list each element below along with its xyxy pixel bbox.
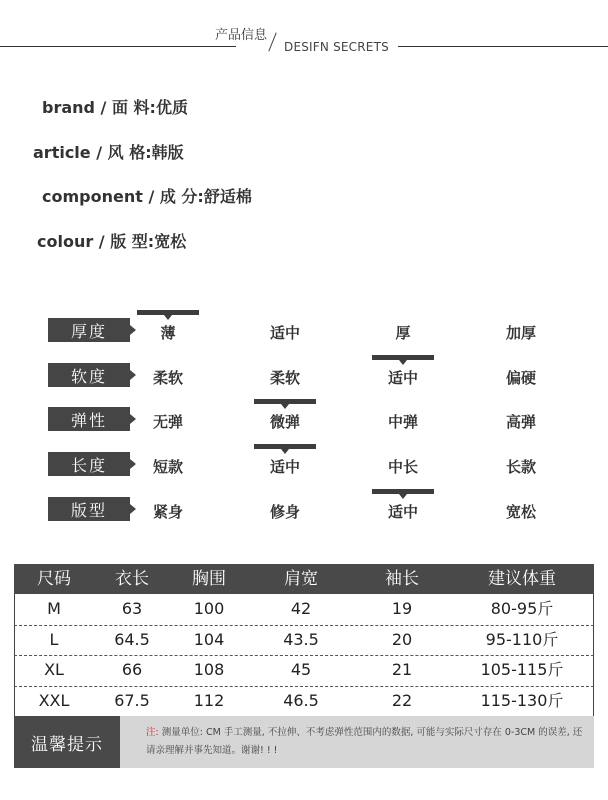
col-header-chest: 胸围: [192, 569, 226, 589]
header-slash: [268, 33, 276, 52]
table-cell: XL: [44, 660, 64, 679]
attr-label: 软度: [48, 363, 130, 387]
table-cell: 20: [391, 630, 413, 649]
table-cell: 105-115斤: [480, 660, 564, 679]
tips-box: [120, 716, 594, 768]
header-rule-left: [0, 46, 236, 47]
table-cell: 67.5: [114, 691, 150, 710]
attr-option: 长款: [505, 458, 536, 476]
header-title-en: DESIFN SECRETS: [284, 40, 389, 54]
attr-label: 版型: [48, 497, 130, 521]
table-cell: L: [49, 630, 59, 649]
info-value: 宽松: [154, 232, 187, 251]
col-header-size: 尺码: [37, 569, 71, 589]
attr-option: 加厚: [505, 324, 536, 342]
tips-note-prefix: 注:: [146, 727, 159, 738]
table-cell: 43.5: [283, 630, 319, 649]
table-cell: 63: [121, 599, 143, 618]
attr-option: 短款: [152, 458, 183, 476]
selected-marker-arrow-icon: [164, 315, 172, 320]
col-header-shoulder: 肩宽: [284, 569, 318, 589]
attr-option: 中弹: [387, 413, 418, 431]
attr-label: 厚度: [48, 318, 130, 342]
table-cell: M: [47, 599, 61, 618]
attr-option: 适中: [387, 369, 418, 387]
info-label: component / 成 分:: [42, 187, 204, 206]
attr-label: 长度: [48, 452, 130, 476]
attr-option: 适中: [269, 458, 300, 476]
selected-marker-arrow-icon: [399, 360, 407, 365]
attr-option: 厚: [395, 324, 411, 342]
table-cell: 64.5: [114, 630, 150, 649]
tips-body: 测量单位: CM 手工测量, 不拉伸、不考虑弹性范围内的数据, 可能与实际尺寸存在 0-3CM 的误差, 还请亲理解并事先知道。谢谢! ! !: [146, 727, 583, 756]
table-cell: 108: [193, 660, 225, 679]
table-cell: 21: [391, 660, 413, 679]
info-label: colour / 版 型:: [37, 232, 155, 251]
attr-option: 宽松: [505, 503, 536, 521]
selected-marker-arrow-icon: [281, 404, 289, 409]
selected-marker-arrow-icon: [399, 494, 407, 499]
tips-label: 温馨提示: [14, 716, 120, 768]
info-brand: [42, 95, 188, 118]
table-cell: XXL: [38, 691, 70, 710]
info-value: 优质: [155, 98, 188, 117]
table-cell: 66: [121, 660, 143, 679]
header-title-cn: 产品信息: [215, 28, 268, 43]
attr-option: 中长: [387, 458, 418, 476]
attr-option: 高弹: [505, 413, 536, 431]
table-cell: 45: [290, 660, 312, 679]
info-label: article / 风 格:: [33, 143, 152, 162]
table-cell: 19: [391, 599, 413, 618]
info-article: [33, 140, 184, 163]
attr-option: 紧身: [152, 503, 183, 521]
table-cell: 22: [391, 691, 413, 710]
info-colour: [37, 229, 186, 252]
table-cell: 42: [290, 599, 312, 618]
size-table-header: [14, 564, 594, 594]
info-component: [42, 184, 252, 207]
tips-text: [146, 724, 586, 760]
attr-option: 薄: [160, 324, 176, 342]
attr-option: 修身: [269, 503, 300, 521]
table-cell: 112: [193, 691, 225, 710]
table-cell: 115-130斤: [480, 691, 564, 710]
attr-option: 适中: [269, 324, 300, 342]
info-label: brand / 面 料:: [42, 98, 156, 117]
table-cell: 46.5: [283, 691, 319, 710]
attr-option: 适中: [387, 503, 418, 521]
attr-option: 偏硬: [505, 369, 536, 387]
info-value: 舒适棉: [203, 187, 252, 206]
col-header-weight: 建议体重: [488, 569, 556, 589]
attr-option: 无弹: [152, 413, 183, 431]
col-header-length: 衣长: [115, 569, 149, 589]
info-value: 韩版: [151, 143, 184, 162]
table-cell: 80-95斤: [490, 599, 554, 618]
attr-option: 柔软: [269, 369, 300, 387]
attr-option: 微弹: [269, 413, 300, 431]
col-header-sleeve: 袖长: [385, 569, 419, 589]
table-cell: 100: [193, 599, 225, 618]
table-cell: 104: [193, 630, 225, 649]
attr-option: 柔软: [152, 369, 183, 387]
header-rule-right: [398, 46, 608, 47]
table-cell: 95-110斤: [485, 630, 559, 649]
attr-label: 弹性: [48, 407, 130, 431]
selected-marker-arrow-icon: [281, 449, 289, 454]
